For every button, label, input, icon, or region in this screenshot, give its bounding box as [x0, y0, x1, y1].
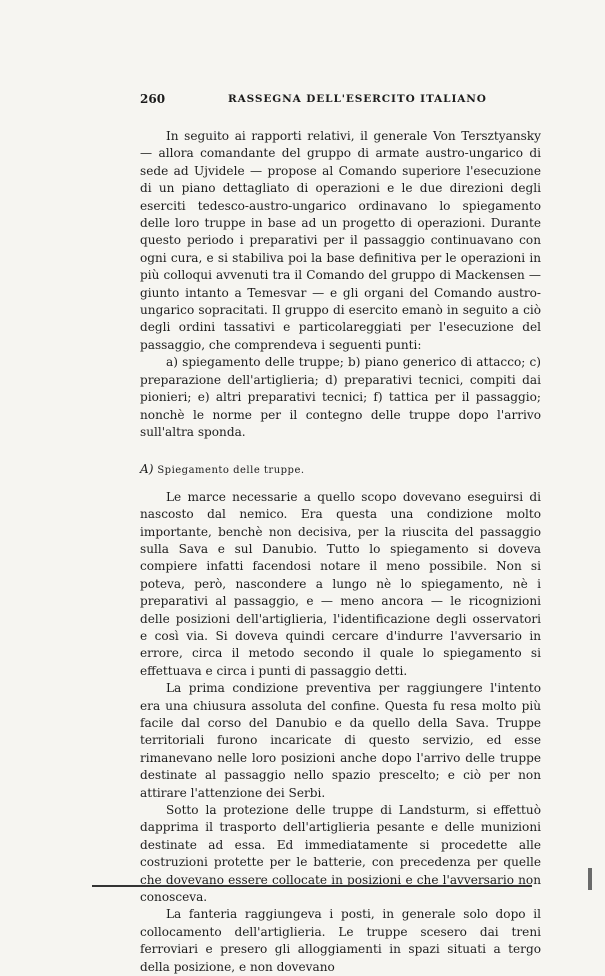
paragraph-infantry: La fanteria raggiungeva i posti, in generale solo dopo il collocamento dell'artiglieria. Le truppe scesero dai treni ferroviari e presero gli alloggiamenti in spazi situati a tergo della posizione, e non dovevano — [140, 907, 541, 974]
page-number: 260 — [140, 92, 166, 106]
body-text — [140, 128, 541, 976]
section-heading-title: Spiegamento delle truppe. — [157, 465, 305, 477]
paragraph-border-closure: La prima condizione preventiva per raggiungere l'intento era una chiusura assoluta del confine. Questa fu resa molto più facile dal corso del Danubio e da quello della Sava. Truppe territoriali furono incaricate di questo servizio, ed esse rimanevano nelle loro posizioni anche dopo l'arrivo delle truppe destinate al passaggio nello spazio prescelto; e ciò per non attirare l'attenzione dei Serbi. — [140, 681, 541, 800]
paragraph-artillery: Sotto la protezione delle truppe di Landsturm, si effettuò dapprima il trasporto dell'artiglieria pesante e delle munizioni destinate ad essa. Ed immediatamente si procedette alle costruzioni protette per le batterie, con precedenza per quelle che dovevano essere collocate in posizioni e che l'avversario non conosceva. — [140, 803, 541, 905]
page-header — [140, 92, 545, 112]
scan-edge-mark — [588, 868, 592, 890]
section-heading-letter: A) — [140, 462, 154, 477]
bottom-edge-rule — [92, 885, 532, 887]
running-head: RASSEGNA DELL'ESERCITO ITALIANO — [228, 93, 487, 105]
paragraph-points-list: a) spiegamento delle truppe; b) piano generico di attacco; c) preparazione dell'artiglieria; d) preparativi tecnici, compiti dai pionieri; e) altri preparativi tecnici; f) tattica per il passaggio; nonchè le norme per il contegno delle truppe dopo l'arrivo sull'altra sponda. — [140, 355, 541, 439]
section-heading — [140, 461, 541, 479]
paragraph-intro: In seguito ai rapporti relativi, il generale Von Tersztyansky — allora comandante del gruppo di armate austro-ungarico di sede ad Ujvidele — propose al Comando superiore l'esecuzione di un piano dettagliato di operazioni e le due direzioni degli eserciti tedesco-austro-ungarico ordinavano lo spiegamento delle loro truppe in base ad un progetto di operazioni. Durante questo periodo i preparativi per il passaggio continuavano con ogni cura, e si stabiliva poi la base definitiva per le operazioni in più colloqui avvenuti tra il Comando del gruppo di Mackensen — giunto intanto a Temesvar — e gli organi del Comando austro-ungarico sopracitati. Il gruppo di esercito emanò in seguito a ciò degli ordini tassativi e particolareggiati per l'esecuzione del passaggio, che comprendeva i seguenti punti: — [140, 129, 541, 352]
paragraph-marches: Le marce necessarie a quello scopo dovevano eseguirsi di nascosto dal nemico. Era questa una condizione molto importante, benchè non decisiva, per la riuscita del passaggio sulla Sava e sul Danubio. Tutto lo spiegamento si doveva compiere infatti facendosi notare il meno possibile. Non si poteva, però, nascondere a lungo nè lo spiegamento, nè i preparativi al passaggio, e — meno ancora — le ricognizioni delle posizioni dell'artiglieria, l'identificazione degli osservatori e così via. Si doveva quindi cercare d'indurre l'avversario in errore, circa il metodo secondo il quale lo spiegamento si effettuava e circa i punti di passaggio detti. — [140, 489, 541, 678]
